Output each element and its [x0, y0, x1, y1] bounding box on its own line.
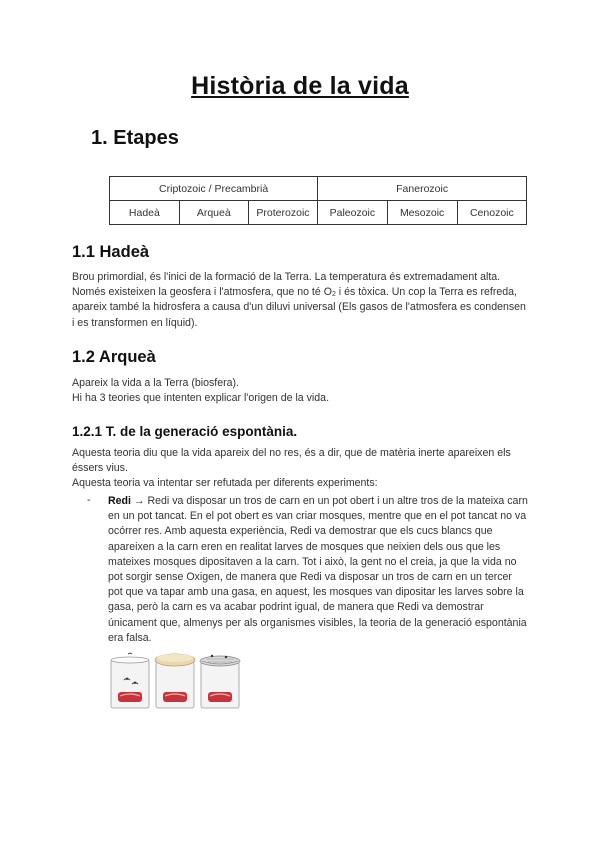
heading-generacio-espontania: 1.2.1 T. de la generació espontània.: [72, 424, 298, 439]
heading-hadea: 1.1 Hadeà: [72, 243, 150, 261]
sealed-jar: [155, 654, 195, 708]
table-row: [110, 201, 527, 225]
bullet-text: [108, 494, 529, 646]
table-era-cell: Cenozoic: [457, 201, 526, 225]
heading-arquea: 1.2 Arqueà: [72, 348, 156, 366]
arrow-icon: →: [133, 495, 145, 507]
table-era-cell: Paleozoic: [318, 201, 387, 225]
redi-experiment-illustration: [108, 652, 242, 710]
table-group-cell: Fanerozoic: [318, 177, 527, 201]
arquea-line-1: Apareix la vida a la Terra (biosfera).: [72, 377, 240, 389]
table-row: [110, 177, 527, 201]
section-heading-etapes: 1. Etapes: [91, 127, 179, 149]
table-group-cell: Criptozoic / Precambrià: [110, 177, 318, 201]
table-era-cell: Proterozoic: [248, 201, 318, 225]
open-jar: [111, 653, 149, 708]
bullet-body: Redi va disposar un tros de carn en un pot obert i un altre tros de la mateixa carn en un pot tancat. En el pot obert es van criar mosques, mentre que en el pot tancat no va ocórrer res. Amb aquesta experiència, Redi va demostrar que els cucs blancs que apareixen a la carn eren en realitat larves de mosques que neixien dels ous que les mateixes mosques dipositaven a la carn. Tot i això, la gent no el creia, ja que la vida no pot sorgir sense Oxigen, de manera que Redi va disposar un tros de carn en un tercer pot que va tapar amb una gasa, en aquest, les mosques van dipositar les larves sobre la gasa, però la carn es va acabar podrint igual, de manera que Redi va demostrar únicament que, almenys per als organismes visibles, la teoria de la generació espontània era falsa.: [108, 495, 528, 644]
paragraph-arquea: [72, 376, 528, 406]
subscript: 2: [331, 291, 336, 299]
arquea-line-2: Hi ha 3 teories que intenten explicar l'origen de la vida.: [72, 392, 330, 405]
bullet-label: Redi: [108, 495, 131, 507]
generacio-line-2: Aquesta teoria va intentar ser refutada per diferents experiments:: [72, 477, 378, 490]
gauze-jar: [200, 655, 240, 708]
bullet-marker: -: [87, 494, 91, 506]
generacio-line-1: Aquesta teoria diu que la vida apareix del no res, és a dir, que de matèria inerte apareixen els éssers vius.: [72, 447, 511, 475]
paragraph-hadea: [72, 270, 528, 331]
page-title: Història de la vida: [191, 72, 409, 100]
paragraph-generacio: [72, 446, 528, 492]
etapes-table: [109, 176, 527, 225]
hadea-text-2: i és tòxica. Un cop la Terra es refreda, apareix també la hidrosfera a causa d'un diluvi universal (Els gasos de l'atmosfera es condensen i es transformen en líquid).: [72, 286, 526, 329]
table-era-cell: Hadeà: [110, 201, 180, 225]
hadea-text-1: Brou primordial, és l'inici de la formació de la Terra. La temperatura és extremadament alta. Només existeixen la geosfera i l'atmosfera, que no té O: [72, 271, 501, 299]
table-era-cell: Arqueà: [179, 201, 248, 225]
table-era-cell: Mesozoic: [387, 201, 457, 225]
